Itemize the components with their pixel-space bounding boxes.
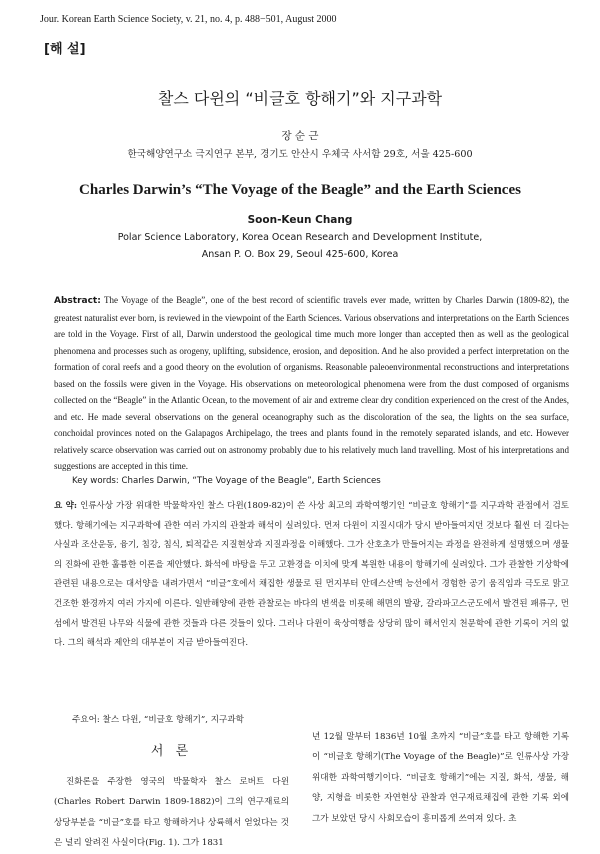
body-right-column: 년 12월 말부터 1836년 10월 초까지 “비글”호를 타고 항해한 기록이 “비글호 항해기(The Voyage of the Beagle)”로 인류사상 가장 위대한 과학여행기이다. “비글호 항해기”에는 지질, 화석, 생물, 해양, 지형을 비롯한 자연현상 관찰과 연구재료채집에 관한 기록 외에 그가 보았던 당시 사회모습이 흥미롭게 쓰여져 있다. 초: [312, 732, 569, 824]
journal-citation: Jour. Korean Earth Science Society, v. 21, no. 4, p. 488−501, August 2000: [40, 14, 337, 25]
korean-title: 찰스 다윈의 “비글호 항해기”와 지구과학: [157, 89, 443, 108]
english-keywords: Key words: Charles Darwin, “The Voyage of the Beagle”, Earth Sciences: [72, 476, 381, 486]
english-title: Charles Darwin’s “The Voyage of the Beagle” and the Earth Sciences: [79, 182, 521, 198]
korean-author: 장 순 근: [281, 130, 319, 142]
english-affiliation-line2: Ansan P. O. Box 29, Seoul 425-600, Korea: [201, 249, 399, 260]
english-author: Soon-Keun Chang: [247, 214, 353, 226]
english-affiliation-line1: Polar Science Laboratory, Korea Ocean Research and Development Institute,: [117, 232, 483, 243]
body-left-column: 진화론을 주장한 영국의 박물학자 찰스 로버트 다윈(Charles Robert Darwin 1809-1882)이 그의 연구재료의 상당부분을 “비글”호를 타고 항해하거나 상륙해서 얻었다는 것은 널리 알려진 사실이다(Fig. 1). 그가 1831: [54, 777, 289, 849]
korean-abstract-text: 인류사상 가장 위대한 박물학자인 찰스 다윈(1809-82)이 쓴 사상 최고의 과학여행기인 “비글호 항해기”를 지구과학 관점에서 검토했다. 항해기에는 지구과학에 관한 여러 가지의 관찰과 해석이 실려있다. 먼저 다윈이 지질시대가 당시 받아들여지던 것보다 훨씬 더 길다는 사실과 조산운동, 융기, 침강, 침식, 퇴적같은 지질현상과 지질과정을 이해했다. 그가 산호초가 만들어지는 과정을 완전하게 설명했으며 생물의 진화에 관한 훌륭한 이론을 제안했다. 화석에 바탕을 두고 고환경을 이치에 맞게 복원한 내용이 항해기에 실려있다. 그가 관찰한 기상학에 관련된 내용으로는 대서양을 내려가면서 “비글”호에서 채집한 생물로 된 먼지부터 안데스산맥 능선에서 경험한 공기 움직임과 극도로 맑고 건조한 환경까지 여러 가지에 이른다. 일반해양에 관한 관찰로는 바다의 변색을 비롯해 해면의 발광, 갈라파고스군도에서 발견된 패류구, 먼 섬에서 발견된 나무와 식물에 관한 것들과 다른 것들이 있다. 그러나 다윈이 육상여행을 상당히 많이 해서인지 천문학에 관한 기록이 거의 없다. 그의 해석과 제안의 대부분이 지금 받아들여진다.: [54, 501, 569, 649]
english-abstract: [54, 292, 569, 475]
korean-abstract: [54, 497, 569, 654]
abstract-label: Abstract:: [54, 296, 101, 306]
korean-affiliation: 한국해양연구소 극지연구 본부, 경기도 안산시 우체국 사서함 29호, 서울 425-600: [127, 149, 473, 160]
section-tag: [해 설]: [44, 42, 86, 57]
introduction-heading: 서 론: [150, 744, 193, 759]
korean-keywords: 주요어: 찰스 다윈, “비글호 항해기”, 지구과학: [72, 715, 244, 725]
abstract-text: The Voyage of the Beagle”, one of the best record of scientific travels ever made, written by Charles Darwin (1809-82), the greatest naturalist ever born, is reviewed in the viewpoint of the Earth Sciences. Various observations and interpretations on the Earth Sciences are told in the Voyage. First of all, Darwin understood the geological time much more longer than accepted then as well as the geological phenomena and processes such as orogeny, uplifting, subsidence, erosion, and deposition. And he also provided a perfect interpretation on the formation of coral reefs and a good theory on the evolution of organisms. Reasonable paleoenvironmental reconstructions and interpretations based on the fossils were given in the Voyage. His observations on meteorological phenomena were from the dust composed of organisms collected on the “Beagle” in the Atlantic Ocean, to the movement of air and extreme clear dry condition experienced on the crest of the Andes, and etc. He made several observations on the general oceanography such as the discoloration of the sea, the lights on the sea surface, conchoidal provinces noted on the Galapagos Archipelago, the trees and plants found in the remotely separated islands, and etc. However relatively scarce observation was carried out on astronomy probably due to his relatively much land travelling. Most of his interpretations and suggestions are accepted in this time.: [54, 295, 570, 471]
korean-abstract-label: 요 약:: [54, 501, 77, 511]
